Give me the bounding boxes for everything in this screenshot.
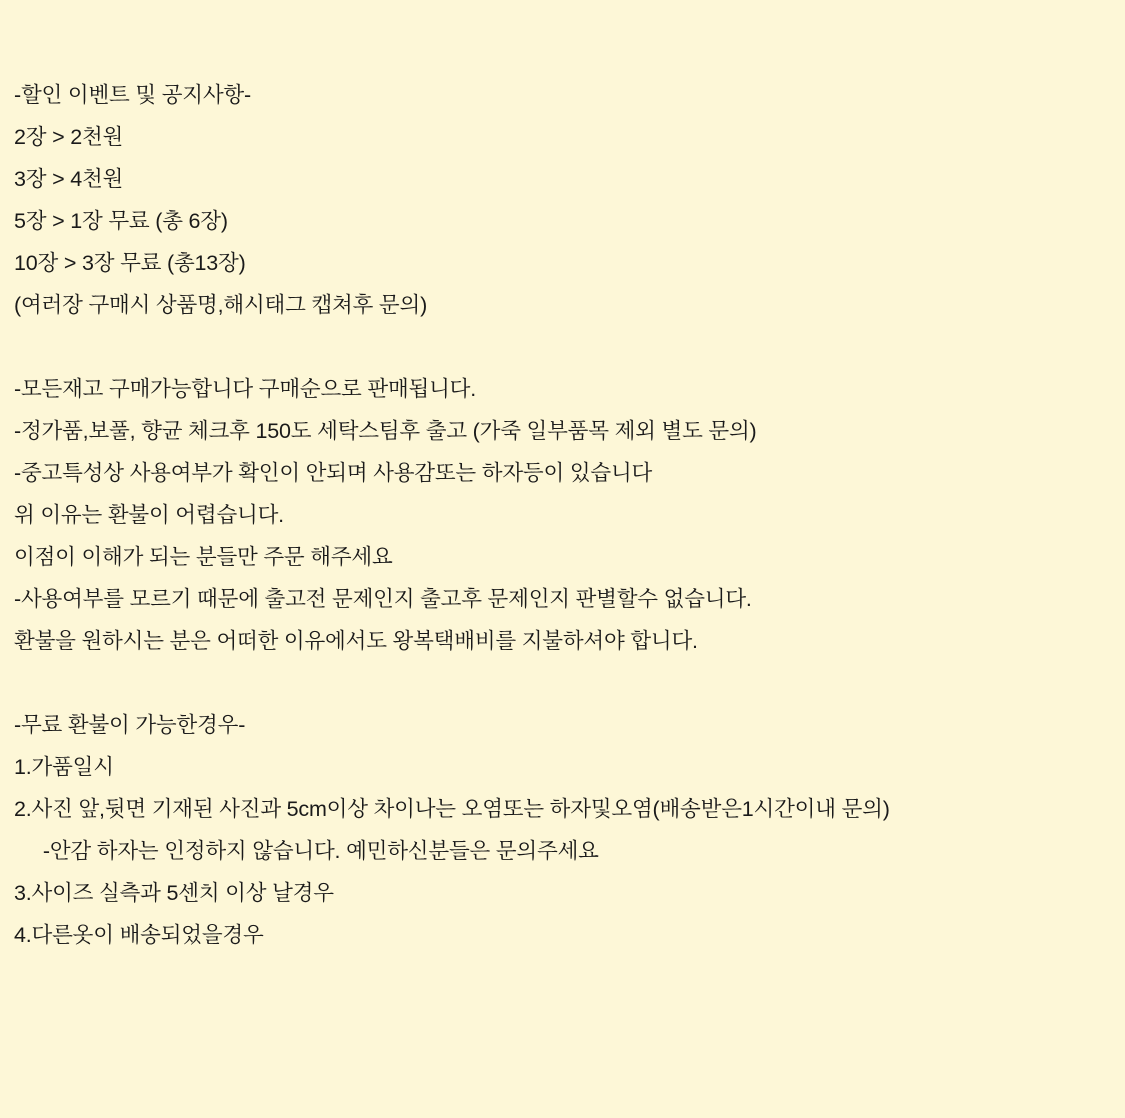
section-spacer (14, 662, 1111, 704)
notice-line: 환불을 원하시는 분은 어떠한 이유에서도 왕복택배비를 지불하셔야 합니다. (14, 629, 698, 653)
notice-line: -무료 환불이 가능한경우- (14, 713, 246, 737)
notice-line-sub: -안감 하자는 인정하지 않습니다. 예민하신분들은 문의주세요 (14, 839, 599, 863)
notice-line: 4.다른옷이 배송되었을경우 (14, 923, 264, 947)
notice-line: 위 이유는 환불이 어렵습니다. (14, 503, 284, 527)
notice-line: 2.사진 앞,뒷면 기재된 사진과 5cm이상 차이나는 오염또는 하자및오염(배송받은1시간이내 문의) (14, 797, 890, 821)
notice-line: -모든재고 구매가능합니다 구매순으로 판매됩니다. (14, 377, 477, 401)
notice-line: 10장 > 3장 무료 (총13장) (14, 251, 246, 275)
notice-line: -중고특성상 사용여부가 확인이 안되며 사용감또는 하자등이 있습니다 (14, 461, 653, 485)
notice-line: -사용여부를 모르기 때문에 출고전 문제인지 출고후 문제인지 판별할수 없습니다. (14, 587, 752, 611)
section-spacer (14, 326, 1111, 368)
free-refund-cases-section (14, 704, 1111, 956)
notice-line: -할인 이벤트 및 공지사항- (14, 83, 251, 107)
notice-line: 2장 > 2천원 (14, 125, 124, 149)
notice-line: 3.사이즈 실측과 5센치 이상 날경우 (14, 881, 334, 905)
notice-line: -정가품,보풀, 향균 체크후 150도 세탁스팀후 출고 (가죽 일부품목 제외 별도 문의) (14, 419, 757, 443)
notice-line: 1.가품일시 (14, 755, 114, 779)
notice-line: 5장 > 1장 무료 (총 6장) (14, 209, 228, 233)
notice-line: 3장 > 4천원 (14, 167, 124, 191)
notice-line: 이점이 이해가 되는 분들만 주문 해주세요 (14, 545, 393, 569)
discount-event-section (14, 74, 1111, 326)
notice-line: (여러장 구매시 상품명,해시태그 캡쳐후 문의) (14, 293, 428, 317)
stock-and-condition-section (14, 368, 1111, 662)
